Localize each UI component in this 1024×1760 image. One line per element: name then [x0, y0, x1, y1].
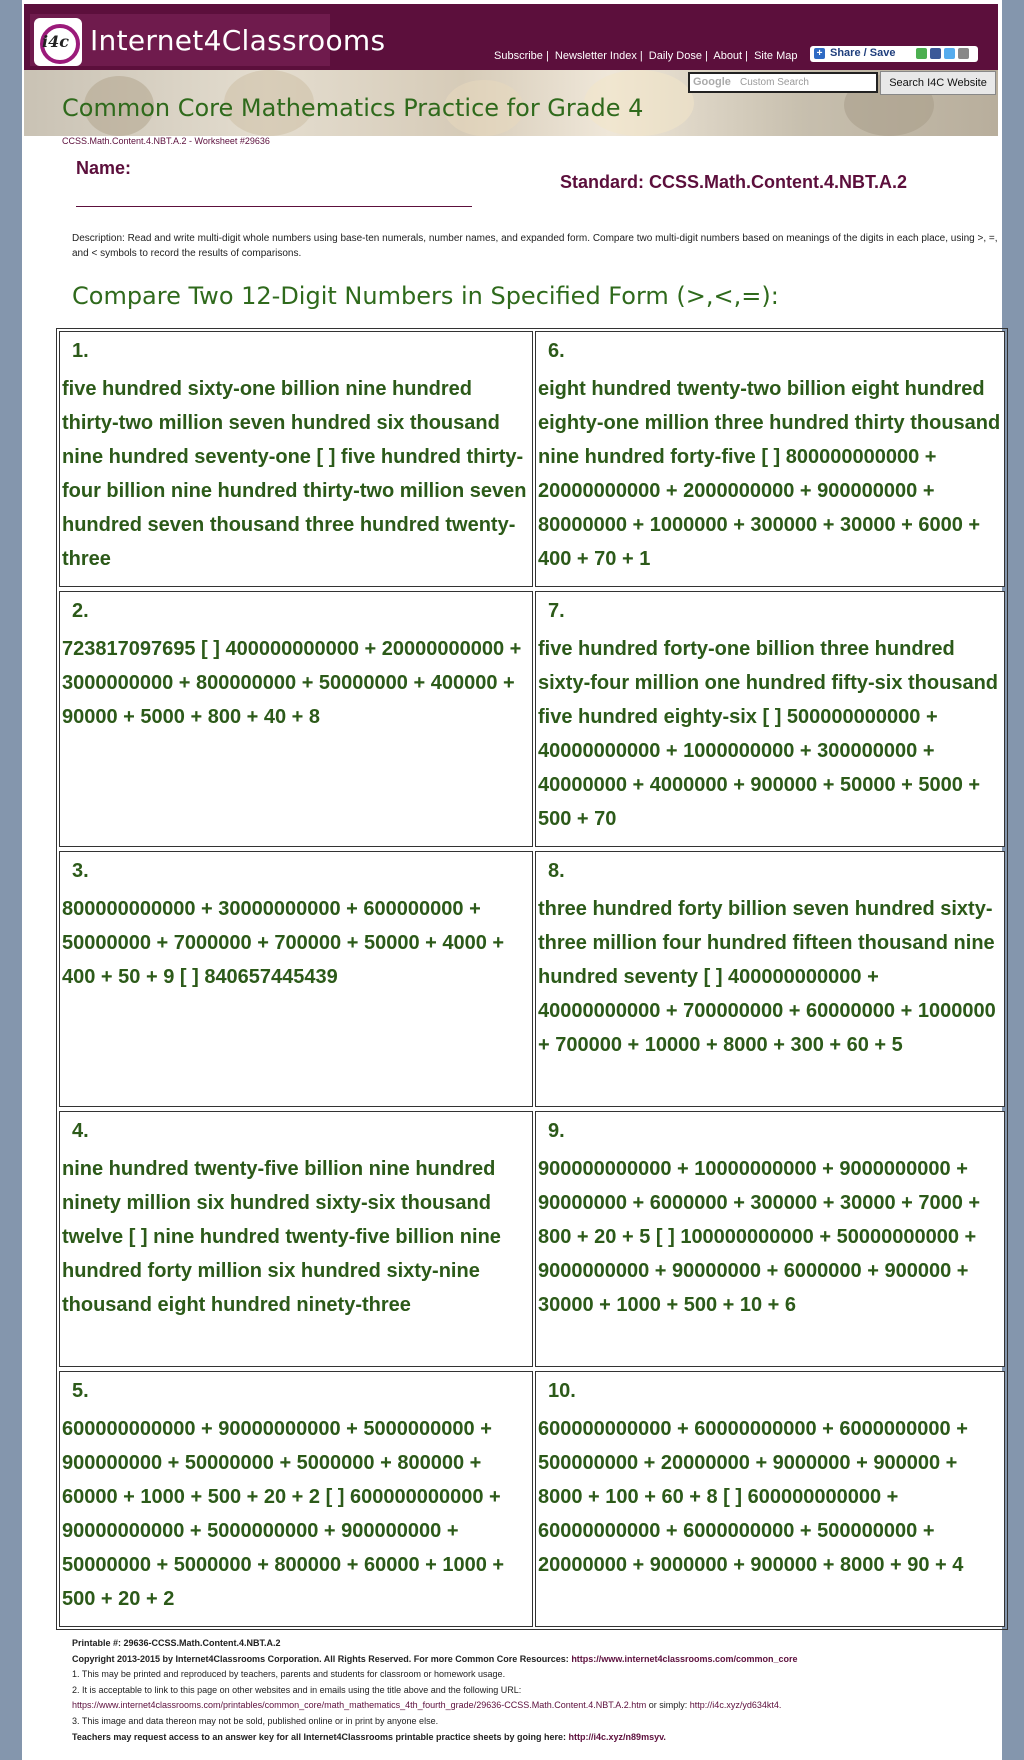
page-title: Common Core Mathematics Practice for Grade 4	[62, 94, 644, 122]
nav-site-map[interactable]: Site Map	[754, 50, 798, 62]
problem-text: eight hundred twenty-two billion eight hundred eighty-one million three hundred thirty thousand nine hundred forty-five [ ] 800000000000 + 20000000000 + 2000000000 + 900000000 + 80000000 + 1000000 + 300000 + 30000 + 6000 + 400 + 70 + 1	[538, 378, 1001, 570]
problem-text: 600000000000 + 60000000000 + 6000000000 + 500000000 + 20000000 + 9000000 + 900000 + 8000 + 100 + 60 + 8 [ ] 600000000000 + 60000000000 + 6000000000 + 500000000 + 20000000 + 9000000 + 900000 + 8000 + 90 + 4	[538, 1418, 968, 1576]
problem-number: 2.	[72, 600, 89, 622]
search-button[interactable]: Search I4C Website	[880, 71, 996, 95]
name-label: Name:	[76, 158, 132, 178]
common-core-link[interactable]: https://www.internet4classrooms.com/common_core	[571, 1653, 798, 1664]
share-plus-icon: +	[814, 48, 825, 59]
long-url-link[interactable]: https://www.internet4classrooms.com/printables/common_core/math_mathematics_4th_fourth_grade/29636-CCSS.Math.Content.4.NBT.A.2.htm	[72, 1700, 647, 1711]
problem-cell	[59, 1111, 533, 1367]
worksheet-page	[22, 0, 1002, 1760]
problem-text: 600000000000 + 90000000000 + 5000000000 + 900000000 + 50000000 + 5000000 + 800000 + 60000 + 1000 + 500 + 20 + 2 [ ] 600000000000 + 90000000000 + 5000000000 + 900000000 + 50000000 + 5000000 + 800000 + 60000 + 1000 + 500 + 20 + 2	[62, 1418, 505, 1610]
nav-about[interactable]: About |	[713, 50, 749, 62]
problem-text: 900000000000 + 10000000000 + 9000000000 + 90000000 + 6000000 + 300000 + 30000 + 7000 + 800 + 20 + 5 [ ] 100000000000 + 50000000000 + 9000000000 + 90000000 + 6000000 + 900000 + 30000 + 1000 + 500 + 10 + 6	[538, 1158, 981, 1316]
usage-note-1: 1. This may be printed and reproduced by teachers, parents and students for classroom or homework usage.	[72, 1669, 506, 1680]
problem-text: 723817097695 [ ] 400000000000 + 20000000000 + 3000000000 + 800000000 + 50000000 + 400000 + 90000 + 5000 + 800 + 40 + 8	[62, 638, 522, 728]
problem-cell	[535, 1371, 1005, 1627]
share-save-button[interactable]	[810, 46, 978, 62]
problem-cell	[59, 851, 533, 1107]
short-url-link[interactable]: http://i4c.xyz/yd634kt4.	[689, 1700, 782, 1711]
url-separator: or simply:	[646, 1700, 690, 1711]
problem-number: 3.	[72, 860, 89, 882]
problem-cell	[535, 1111, 1005, 1367]
answer-key-note	[72, 1730, 1016, 1746]
site-name: Internet4Classrooms	[90, 24, 386, 57]
google-logo: Google	[693, 76, 731, 88]
share-refresh-icon	[916, 48, 927, 59]
logo-text: i4c	[42, 32, 69, 51]
problem-number: 10.	[548, 1380, 576, 1402]
printable-number: Printable #: 29636-CCSS.Math.Content.4.NBT.A.2	[72, 1638, 281, 1648]
name-line	[76, 206, 472, 207]
footer	[72, 1636, 1016, 1745]
nav-subscribe[interactable]: Subscribe |	[494, 50, 549, 62]
problems-table	[56, 328, 1008, 1630]
search-placeholder: Custom Search	[740, 77, 809, 88]
problem-cell	[59, 591, 533, 847]
problem-cell	[59, 331, 533, 587]
more-share-icon	[958, 48, 969, 59]
problem-text: three hundred forty billion seven hundred sixty-three million four hundred fifteen thousand nine hundred seventy [ ] 400000000000 + 40000000000 + 700000000 + 60000000 + 1000000 + 700000 + 10000 + 8000 + 300 + 60 + 5	[538, 898, 996, 1056]
section-title: Compare Two 12-Digit Numbers in Specified Form (>,<,=):	[72, 282, 779, 310]
site-logo[interactable]	[30, 14, 386, 66]
problem-cell	[535, 591, 1005, 847]
facebook-icon	[930, 48, 941, 59]
problem-number: 7.	[548, 600, 565, 622]
problem-cell	[59, 1371, 533, 1627]
copyright	[72, 1652, 1016, 1668]
problem-number: 9.	[548, 1120, 565, 1142]
search-input[interactable]	[688, 72, 878, 93]
problem-number: 6.	[548, 340, 565, 362]
problem-number: 5.	[72, 1380, 89, 1402]
answer-key-text: Teachers may request access to an answer key for all Internet4Classrooms printable practice sheets by going here:	[72, 1731, 567, 1742]
problem-number: 1.	[72, 340, 89, 362]
twitter-icon	[944, 48, 955, 59]
usage-note-2: 2. It is acceptable to link to this page on other websites and in emails using the title above and the following URL:	[72, 1684, 522, 1695]
top-nav	[494, 50, 801, 62]
problem-text: five hundred forty-one billion three hundred sixty-four million one hundred fifty-six thousand five hundred eighty-six [ ] 500000000000 + 40000000000 + 1000000000 + 300000000 + 40000000 + 4000000 + 900000 + 50000 + 5000 + 500 + 70	[538, 638, 999, 830]
nav-daily-dose[interactable]: Daily Dose |	[648, 50, 708, 62]
usage-note-3: 3. This image and data thereon may not be sold, published online or in print by anyone else.	[72, 1715, 439, 1726]
i4c-logo-icon	[34, 18, 82, 66]
problem-text: 800000000000 + 30000000000 + 600000000 + 50000000 + 7000000 + 700000 + 50000 + 4000 + 400 + 50 + 9 [ ] 840657445439	[62, 898, 505, 988]
site-header	[24, 4, 998, 70]
description: Description: Read and write multi-digit whole numbers using base-ten numerals, number names, and expanded form. Compare two multi-digit numbers based on meanings of the digits in each place, using >, =, and < symbols to record the results of comparisons.	[72, 233, 998, 259]
nav-newsletter-index[interactable]: Newsletter Index |	[554, 50, 643, 62]
standard-label: Standard: CCSS.Math.Content.4.NBT.A.2	[560, 172, 908, 192]
problem-number: 4.	[72, 1120, 89, 1142]
problem-cell	[535, 331, 1005, 587]
url-line	[72, 1698, 1016, 1714]
copyright-text: Copyright 2013-2015 by Internet4Classrooms Corporation. All Rights Reserved. For more Common Core Resources:	[72, 1653, 569, 1664]
problem-cell	[535, 851, 1005, 1107]
share-label: Share / Save	[830, 47, 896, 59]
problem-text: nine hundred twenty-five billion nine hundred ninety million six hundred sixty-six thousand twelve [ ] nine hundred twenty-five billion nine hundred forty million six hundred sixty-nine thousand eight hundred ninety-three	[62, 1158, 501, 1316]
problem-text: five hundred sixty-one billion nine hundred thirty-two million seven hundred six thousand nine hundred seventy-one [ ] five hundred thirty-four billion nine hundred thirty-two million seven hundred seven thousand three hundred twenty-three	[62, 378, 527, 570]
breadcrumb: CCSS.Math.Content.4.NBT.A.2 - Worksheet #29636	[62, 136, 270, 146]
problem-number: 8.	[548, 860, 565, 882]
answer-key-link[interactable]: http://i4c.xyz/n89msyv.	[568, 1731, 666, 1742]
